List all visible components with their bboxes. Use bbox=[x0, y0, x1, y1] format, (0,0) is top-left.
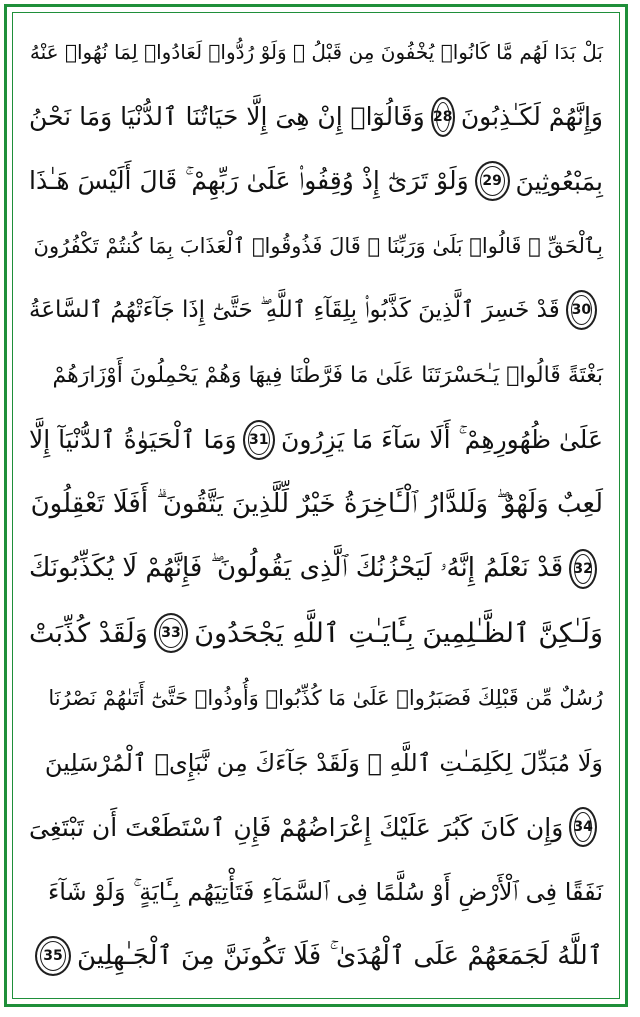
line-text: وَلَا مُبَدِّلَ لِكَلِمَـٰتِ ٱللَّهِ ۚ وَلَقَدْ جَآءَكَ مِن نَّبَإِى۟ ٱلْمُرْسَلِينَ bbox=[44, 748, 603, 777]
text-line bbox=[29, 19, 603, 85]
ayah-number-marker: 31 bbox=[243, 420, 275, 460]
line-text-continued: وَإِن كَانَ كَبُرَ عَلَيْكَ إِعْرَاضُهُمْ فَإِنِ ٱسْتَطَعْتَ أَن تَبْتَغِىَ bbox=[29, 812, 564, 842]
text-line bbox=[29, 923, 603, 989]
line-text: لَعِبٌ وَلَهْوٌ ۖ وَلَلدَّارُ ٱلْـَٔاخِرَةُ خَيْرٌ لِّلَّذِينَ يَتَّقُونَ ۗ أَفَلَا تَعْقِلُونَ bbox=[30, 488, 603, 519]
line-text-continued: وَقَالُوٓا۟ إِنْ هِىَ إِلَّا حَيَاتُنَا ٱلدُّنْيَا وَمَا نَحْنُ bbox=[29, 102, 425, 132]
line-text: عَلَىٰ ظُهُورِهِمْ ۚ أَلَا سَآءَ مَا يَزِرُونَ bbox=[280, 424, 603, 454]
line-text: نَفَقًا فِى ٱلْأَرْضِ أَوْ سُلَّمًا فِى ٱلسَّمَآءِ فَتَأْتِيَهُم بِـَٔايَةٍ ۚ وَلَوْ شَآءَ bbox=[47, 877, 603, 906]
line-text-continued: وَمَا ٱلْحَيَوٰةُ ٱلدُّنْيَآ إِلَّا bbox=[29, 425, 237, 455]
line-text: بِٱلْحَقِّ ۚ قَالُوا۟ بَلَىٰ وَرَبِّنَا ۚ قَالَ فَذُوقُوا۟ ٱلْعَذَابَ بِمَا كُنتُمْ تَكْفُرُونَ bbox=[33, 233, 603, 258]
text-line bbox=[29, 213, 603, 279]
text-line bbox=[29, 148, 603, 214]
line-text: بَلْ بَدَا لَهُم مَّا كَانُوا۟ يُخْفُونَ مِن قَبْلُ ۖ وَلَوْ رُدُّوا۟ لَعَادُوا۟ لِمَا نُهُوا۟ عَنْهُ bbox=[29, 40, 603, 64]
text-line bbox=[29, 600, 603, 666]
line-text-continued: قَدْ نَعْلَمُ إِنَّهُۥ لَيَحْزُنُكَ ٱلَّذِى يَقُولُونَ ۖ فَإِنَّهُمْ لَا يُكَذِّبُونَكَ bbox=[29, 553, 564, 584]
text-line bbox=[29, 407, 603, 473]
page-frame bbox=[4, 4, 628, 1007]
text-line bbox=[29, 84, 603, 150]
line-text: وَإِنَّهُمْ لَكَـٰذِبُونَ bbox=[460, 102, 603, 132]
text-line bbox=[29, 342, 603, 408]
line-text-continued: وَلَقَدْ كُذِّبَتْ bbox=[29, 617, 148, 649]
text-line bbox=[29, 794, 603, 860]
line-text-continued: وَلَوْ تَرَىٰٓ إِذْ وُقِفُوا۟ عَلَىٰ رَبِّهِمْ ۚ قَالَ أَلَيْسَ هَـٰذَا bbox=[29, 166, 469, 196]
ayah-number-marker: 29 bbox=[475, 161, 510, 201]
ayah-number-marker: 34 bbox=[569, 807, 597, 847]
line-text: بِمَبْعُوثِينَ bbox=[515, 166, 603, 196]
line-text-continued: قَدْ خَسِرَ ٱلَّذِينَ كَذَّبُوا۟ بِلِقَآءِ ٱللَّهِ ۖ حَتَّىٰٓ إِذَا جَآءَتْهُمُ ٱلسَّاعَةُ bbox=[29, 297, 560, 324]
ayah-number-marker: 32 bbox=[569, 549, 597, 589]
text-line bbox=[29, 859, 603, 925]
text-line bbox=[29, 730, 603, 796]
ayah-number-marker: 35 bbox=[35, 936, 71, 976]
text-line bbox=[29, 471, 603, 537]
ayah-number-marker: 28 bbox=[431, 97, 455, 137]
ayah-number-marker: 30 bbox=[566, 290, 597, 330]
ayah-number-marker: 33 bbox=[154, 613, 188, 653]
text-lines bbox=[29, 19, 603, 986]
text-line bbox=[29, 536, 603, 602]
text-line bbox=[29, 665, 603, 731]
line-text: ٱللَّهُ لَجَمَعَهُمْ عَلَى ٱلْهُدَىٰ ۚ فَلَا تَكُونَنَّ مِنَ ٱلْجَـٰهِلِينَ bbox=[76, 940, 603, 971]
line-text: بَغْتَةً قَالُوا۟ يَـٰحَسْرَتَنَا عَلَىٰ مَا فَرَّطْنَا فِيهَا وَهُمْ يَحْمِلُونَ أَوْزَارَهُمْ bbox=[52, 362, 603, 388]
text-line bbox=[29, 277, 603, 343]
line-text: وَلَـٰكِنَّ ٱلظَّـٰلِمِينَ بِـَٔايَـٰتِ ٱللَّهِ يَجْحَدُونَ bbox=[194, 617, 603, 649]
line-text: رُسُلٌ مِّن قَبْلِكَ فَصَبَرُوا۟ عَلَىٰ مَا كُذِّبُوا۟ وَأُوذُوا۟ حَتَّىٰٓ أَتَىٰهُمْ نَصْرُنَا bbox=[48, 686, 603, 710]
